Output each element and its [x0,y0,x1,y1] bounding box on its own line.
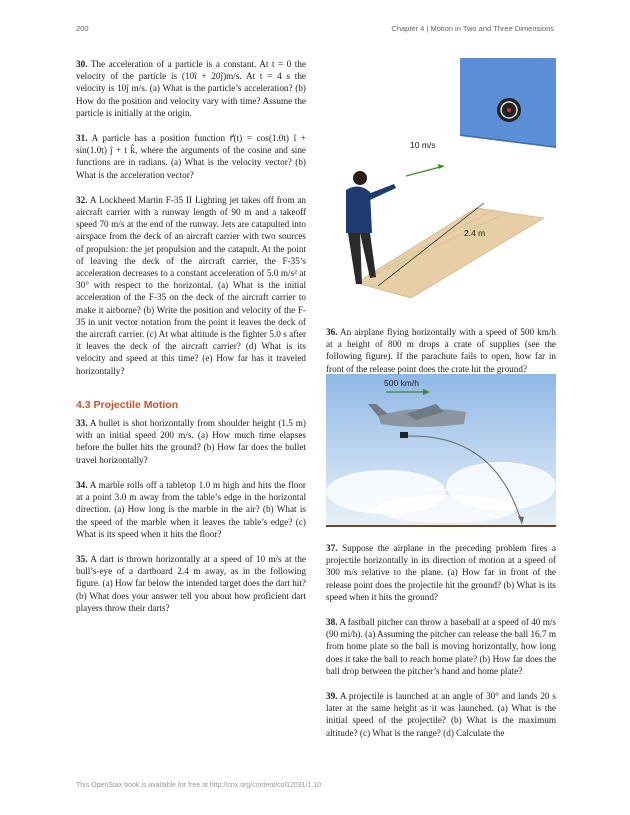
problem-32 [76,194,306,377]
problem-number: 36. [326,327,338,337]
person-leg [360,233,376,278]
section-heading: 4.3 Projectile Motion [76,398,179,411]
problem-number: 35. [76,553,88,564]
speed-label: 500 km/h [384,378,419,388]
problem-text: The acceleration of a particle is a constant. At t = 0 the velocity of the particle is (10î + 20ĵ)m/s. At t = 4 s the velocity is 10ĵ m/s. (a) What is the particle’s acceleration? (b) How do the position and velocity vary with time? Assume the particle is initially at the origin. [76,59,306,118]
problem-text: A dart is thrown horizontally at a speed of 10 m/s at the bull’s-eye of a dartboard 2.4 m away, as in the following figure. (a) How far below the intended target does the dart hit? (b) What does your answer tell you about how proficient dart players throw their darts? [76,553,306,613]
velocity-arrow [406,166,444,176]
problem-39 [326,690,556,739]
problem-text: A Lockheed Martin F-35 II Lighting jet takes off from an aircraft carrier with a runway length of 90 m and a takeoff speed 70 m/s at the end of the runway. Jets are catapulted into airspace from the deck of an aircraft carrier with two sources of propulsion: the jet propulsion and the catapult. At the point of leaving the deck of the aircraft carrier, the F-35’s acceleration decreases to a constant acceleration of 5.0 m/s² at 30° with respect to the horizontal. (a) What is the initial acceleration of the F-35 on the deck of the aircraft carrier to make it airborne? (b) Write the position and velocity of the F-35 in unit vector notation from the point it leaves the deck of the aircraft carrier. (c) At what altitude is the fighter 5.0 s after it leaves the deck of the aircraft carrier? (d) What is its velocity and speed at this time? (e) How far has it traveled horizontally? [76,194,306,376]
crate [400,432,408,438]
problem-number: 34. [76,479,88,490]
problem-text: A fastball pitcher can throw a baseball at a speed of 40 m/s (90 mi/h). (a) Assuming the pitcher can release the ball 16.7 m from home plate so the ball is moving horizontally, how long does it take the ball to reach home plate? (b) How far does the ball drop between the pitcher’s hand and home plate? [326,617,556,676]
problem-number: 32. [76,194,88,205]
problem-text: A bullet is shot horizontally from shoulder height (1.5 m) with an initial speed 200 m/s. (a) How much time elapses before the bullet hits the ground? (b) How far does the bullet travel horizontally? [76,418,306,465]
problem-38 [326,616,556,677]
page-number: 200 [76,24,89,33]
distance-label: 2.4 m [464,228,486,238]
problem-37 [326,542,556,603]
person-torso [346,186,372,233]
left-column [76,58,306,627]
person-leg [348,233,362,284]
problem-text: A projectile is launched at an angle of 30° and lands 20 s later at the same height as it was launched. (a) What is the initial speed of the projectile? (b) What is the maximum altitude? (c) What is the range? (d) Calculate the [326,691,556,738]
problem-number: 33. [76,418,88,429]
problem-30 [76,58,306,119]
problem-text: A marble rolls off a tabletop 1.0 m high and hits the floor at a point 3.0 m away from the table’s edge in the horizontal direction. (a) How long is the marble in the air? (b) What is the speed of the marble when it leaves the table’s edge? (c) What is its speed when it hits the floor? [76,479,306,539]
problem-text: An airplane flying horizontally with a speed of 500 km/h at a height of 800 m drops a crate of supplies (see the following figure). If the parachute fails to open, how far in front of the release point does the crate hit the ground? [326,327,556,374]
chapter-title: Chapter 4 | Motion in Two and Three Dimensions [391,24,554,33]
problem-number: 37. [326,543,338,553]
floor [356,208,544,298]
arrow-head [438,164,444,169]
problem-number: 38. [326,617,338,628]
speed-label: 10 m/s [410,140,436,150]
right-column-bottom [326,542,556,752]
problem-number: 39. [326,691,338,702]
bullseye [507,108,511,112]
problem-number: 30. [76,59,88,69]
problem-text: A particle has a position function r⃗(t) = cos(1.0t) î + sin(1.0t) ĵ + t k̂, where the arguments of the cosine and sine functions are in radians. (a) What is the velocity vector? (b) What is the acceleration vector? [76,133,306,180]
footer-note: This OpenStax book is available for free at http://cnx.org/content/col12031/1.10 [76,782,322,789]
problem-36 [326,326,556,375]
person-head [353,171,367,185]
dart-figure [326,58,556,298]
problem-text: Suppose the airplane in the preceding problem fires a projectile horizontally in its direction of motion at a speed of 300 m/s relative to the plane. (a) How far in front of the release point does the projectile hit the ground? (b) What is its speed when it hits the ground? [326,543,557,602]
problem-35 [76,553,306,614]
airplane-figure [326,374,556,529]
problem-number: 31. [76,133,88,144]
problem-33 [76,417,306,466]
cloud [376,495,516,523]
problem-31 [76,132,306,181]
problem-34 [76,479,306,540]
person-arm [368,184,396,200]
